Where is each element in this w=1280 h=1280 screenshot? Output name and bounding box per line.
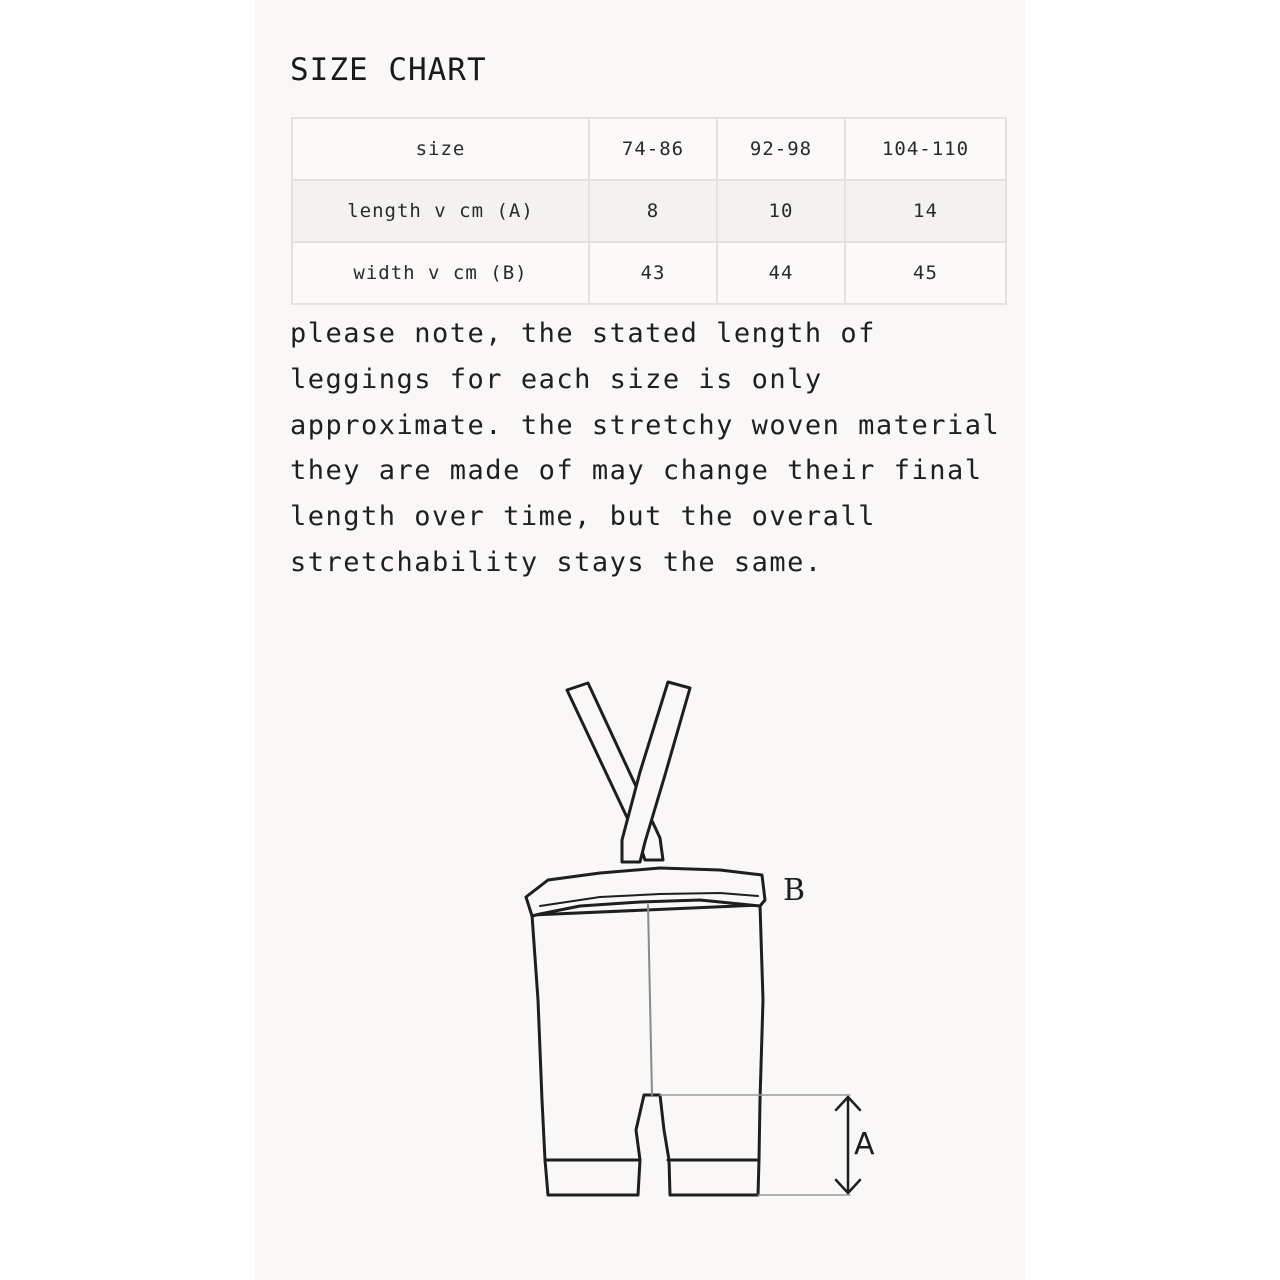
table-header-row bbox=[292, 118, 1006, 180]
table-row bbox=[292, 180, 1006, 242]
page-title: SIZE CHART bbox=[290, 52, 487, 88]
size-chart-table bbox=[291, 117, 1007, 305]
table-cell: 8 bbox=[589, 180, 717, 242]
table-header-cell: 104-110 bbox=[845, 118, 1006, 180]
table-cell: width v cm (B) bbox=[292, 242, 589, 304]
table-cell: 14 bbox=[845, 180, 1006, 242]
label-b: B bbox=[783, 873, 806, 908]
table-header-cell: size bbox=[292, 118, 589, 180]
table-cell: 44 bbox=[717, 242, 845, 304]
table-header-cell: 74-86 bbox=[589, 118, 717, 180]
table-cell: 43 bbox=[589, 242, 717, 304]
label-a: A bbox=[854, 1127, 875, 1162]
table-cell: 10 bbox=[717, 180, 845, 242]
table-cell: 45 bbox=[845, 242, 1006, 304]
table-row bbox=[292, 242, 1006, 304]
table-cell: length v cm (A) bbox=[292, 180, 589, 242]
table-header-cell: 92-98 bbox=[717, 118, 845, 180]
garment-diagram bbox=[500, 670, 900, 1210]
garment-body bbox=[532, 905, 763, 1195]
size-note: please note, the stated length of leggings for each size is only approximate. the stretchy woven material they are made of may change their final length over time, but the overall stretchability stays the same. bbox=[290, 318, 1001, 578]
